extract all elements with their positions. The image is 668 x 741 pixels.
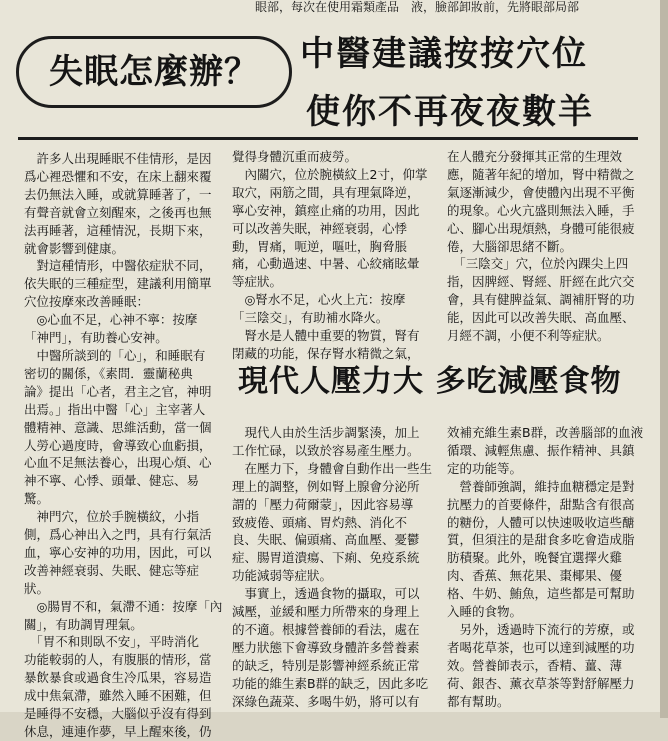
text-line: 氣逐漸減少，會使體內出現不平衡	[447, 184, 635, 200]
text-line: 謂的「壓力荷爾蒙」，因此容易導	[232, 496, 414, 512]
text-line: 人勞心過度時，會導致心血虧損，	[24, 437, 212, 453]
text-line: 去仍無法入睡，或就算睡著了，一	[24, 186, 212, 202]
text-line: 在壓力下，身體會自動作出一些生	[232, 460, 433, 476]
text-line: 減壓，並緩和壓力所帶來的身理上	[232, 604, 420, 620]
text-line: 論》提出「心者，君主之官，神明	[24, 383, 212, 399]
text-line: 的糖份，人體可以快速吸收這些醣	[447, 514, 635, 530]
text-line: 覺得身體沉重而疲勞。	[232, 149, 358, 164]
text-line: 良、失眠、偏頭痛、高血壓、憂鬱	[232, 532, 420, 548]
text-line: ◎腸胃不和，氣滯不通：按摩「內	[24, 598, 223, 614]
text-line: 心、腳心出現煩熱，身體可能很疲	[447, 220, 635, 236]
text-line: 抗壓力的首要條件，甜點含有很高	[447, 496, 635, 512]
text-line: 等症狀。	[232, 274, 283, 290]
text-line: 體精神、意識、思維活動，當一個	[24, 419, 212, 435]
text-line: 腎水是人體中重要的物質，腎有	[232, 328, 420, 344]
text-line: 工作忙碌，以致於容易產生壓力。	[232, 442, 420, 458]
text-line: 可以改善失眠，神經衰弱，心悸	[232, 220, 408, 236]
text-line: 就會影響到健康。	[24, 240, 125, 256]
top-text-fragment: 眼部，每次在使用霜類產品 液，臉部卸妝前，先將眼部局部	[255, 0, 580, 14]
text-line: 應，隨著年紀的增加，腎中精微之	[447, 166, 635, 182]
text-line: 格、牛奶、鮪魚，這些都是可幫助	[447, 586, 635, 602]
text-line: 休息，連連作夢，早上醒來後，仍	[24, 724, 212, 739]
subheadline: 現代人壓力大 多吃減壓食物	[238, 364, 622, 399]
text-line: 內關穴，位於腕橫紋上2寸，仰掌	[232, 166, 428, 182]
text-line: 「三陰交」，有助補水降火。	[232, 310, 389, 326]
text-line: 指，因脾經、腎經、肝經在此穴交	[447, 274, 635, 290]
text-line: 營養師強調，維持血糖穩定是對	[447, 478, 635, 494]
text-line: 現代人由於生活步調緊湊，加上	[232, 425, 420, 440]
text-line: 爲心裡恐懼和不安，在床上翻來覆	[24, 168, 212, 184]
text-line: 事實上，透過食物的攝取，可以	[232, 586, 420, 602]
text-line: 深綠色蔬菜、多喝牛奶，將可以有	[232, 693, 420, 709]
text-line: 痛，心動過速、中暑、心絞痛眩暈	[232, 256, 420, 272]
text-line: 的缺乏，特別是影響神經系統正常	[232, 657, 420, 673]
text-line: 神不寧、心悸、頭暈、健忘、易	[24, 473, 200, 489]
text-line: 狀。	[24, 580, 50, 596]
text-line: 質，但須注的是甜食多吃會造成脂	[447, 532, 635, 548]
text-line: 成中焦氣滯，雖然入睡不困難，但	[24, 688, 212, 704]
headline-divider	[18, 137, 638, 140]
text-line: 「胃不和則臥不安」，平時消化	[24, 634, 200, 650]
text-line: 效。營養師表示，香精、薑、薄	[447, 657, 623, 673]
text-line: 會，具有健脾益氣、調補肝腎的功	[447, 292, 635, 308]
article-column-3-bottom	[447, 424, 643, 711]
text-line: 的不適。根據營養師的看法，處在	[232, 621, 420, 637]
text-line: 循環、減輕焦慮、振作精神、具鎮	[447, 442, 635, 458]
text-line: 穴位按摩來改善睡眠：	[24, 294, 150, 310]
text-line: 荷、銀杏、薰衣草茶等對舒解壓力	[447, 675, 635, 691]
text-line: 改善神經衰弱、失眠、健忘等症	[24, 562, 200, 578]
text-line: 中醫所談到的「心」，和睡眠有	[24, 347, 206, 363]
text-line: 功能的維生素B群的缺乏，因此多吃	[232, 675, 429, 691]
text-line: 寧心安神，鎮痙止痛的功用，因此	[232, 202, 420, 218]
text-line: 肪積聚。此外，晚餐宜選擇火雞	[447, 550, 623, 566]
article-column-3-top	[447, 148, 635, 345]
text-line: 閉藏的功能，保存腎水精微之氣，	[232, 345, 420, 361]
text-line: 功能減弱等症狀。	[232, 568, 333, 584]
text-line: 血，寧心安神的功用，因此，可以	[24, 544, 212, 560]
text-line: 肉、香蕉、無花果、棗椰果、優	[447, 568, 623, 584]
text-line: 另外，透過時下流行的芳療，或	[447, 621, 635, 637]
text-line: 理上的調整，例如腎上腺會分泌所	[232, 478, 420, 494]
text-line: 在人體充分發揮其正常的生理效	[447, 149, 623, 164]
text-line: 「三陰交」穴，位於內踝尖上四	[447, 256, 629, 272]
text-line: 入睡的食物。	[447, 604, 523, 620]
text-line: 「神門」，有助養心安神。	[24, 330, 168, 346]
text-line: ◎腎水不足，心火上亢：按摩	[232, 292, 406, 308]
text-line: 是睡得不安穩，大腦似乎沒有得到	[24, 706, 212, 722]
text-line: 暴飲暴食或過食生冷瓜果，容易造	[24, 670, 212, 686]
text-line: 倦，大腦卻思緒不斷。	[447, 238, 573, 254]
text-line: 定的功能等。	[447, 460, 523, 476]
headline-right-line2: 使你不再夜夜數羊	[306, 92, 594, 132]
headline-left: 失眠怎麼辦？	[16, 36, 292, 108]
text-line: 的現象。心火亢盛則無法入睡，手	[447, 202, 635, 218]
text-line: 側，爲心神出入之門，具有行氣活	[24, 527, 212, 543]
text-line: 密切的關係，《素問．靈蘭秘典	[24, 365, 193, 381]
text-line: 致疲倦、頭痛、胃灼熱、消化不	[232, 514, 408, 530]
text-line: 取穴，兩筋之間，具有理氣降逆，	[232, 184, 420, 200]
text-line: 者喝花草茶，也可以達到減壓的功	[447, 639, 635, 655]
text-line: 依失眠的三種症型，建議利用簡單	[24, 276, 212, 292]
text-line: ◎心血不足，心神不寧：按摩	[24, 312, 198, 328]
text-line: 法再睡著，這種情況，長期下來，	[24, 222, 212, 238]
text-line: 症、腸胃道潰瘍、下痢、免疫系統	[232, 550, 420, 566]
text-line: 驚。	[24, 491, 50, 507]
article-column-2-bottom	[232, 424, 432, 711]
text-line: 壓力狀態下會導致身體許多營養素	[232, 639, 420, 655]
text-line: 許多人出現睡眠不佳情形，是因	[24, 151, 212, 166]
headline-right-line1: 中醫建議按按穴位	[300, 34, 588, 74]
page-edge	[660, 0, 668, 718]
text-line: 關」，有助調胃理氣。	[24, 616, 143, 632]
text-line: 都有幫助。	[447, 693, 510, 709]
text-line: 能，因此可以改善失眠、高血壓、	[447, 310, 635, 326]
text-line: 神門穴，位於手腕橫紋，小指	[24, 509, 200, 525]
text-line: 功能較弱的人，有腹脹的情形，當	[24, 652, 212, 668]
text-line: 有聲音就會立刻醒來，之後再也無	[24, 204, 212, 220]
text-line: 對這種情形，中醫依症狀不同，	[24, 258, 212, 274]
text-line: 出焉。」指出中醫「心」主宰著人	[24, 401, 206, 417]
article-column-1	[24, 150, 222, 741]
text-line: 心血不足無法養心，出現心煩、心	[24, 455, 212, 471]
text-line: 動，胃痛，呃逆，嘔吐，胸脅脹	[232, 238, 408, 254]
text-line: 月經不調，小便不利等症狀。	[447, 328, 610, 344]
article-column-2-top	[232, 148, 427, 363]
text-line: 效補充維生素B群，改善腦部的血液	[447, 425, 644, 440]
